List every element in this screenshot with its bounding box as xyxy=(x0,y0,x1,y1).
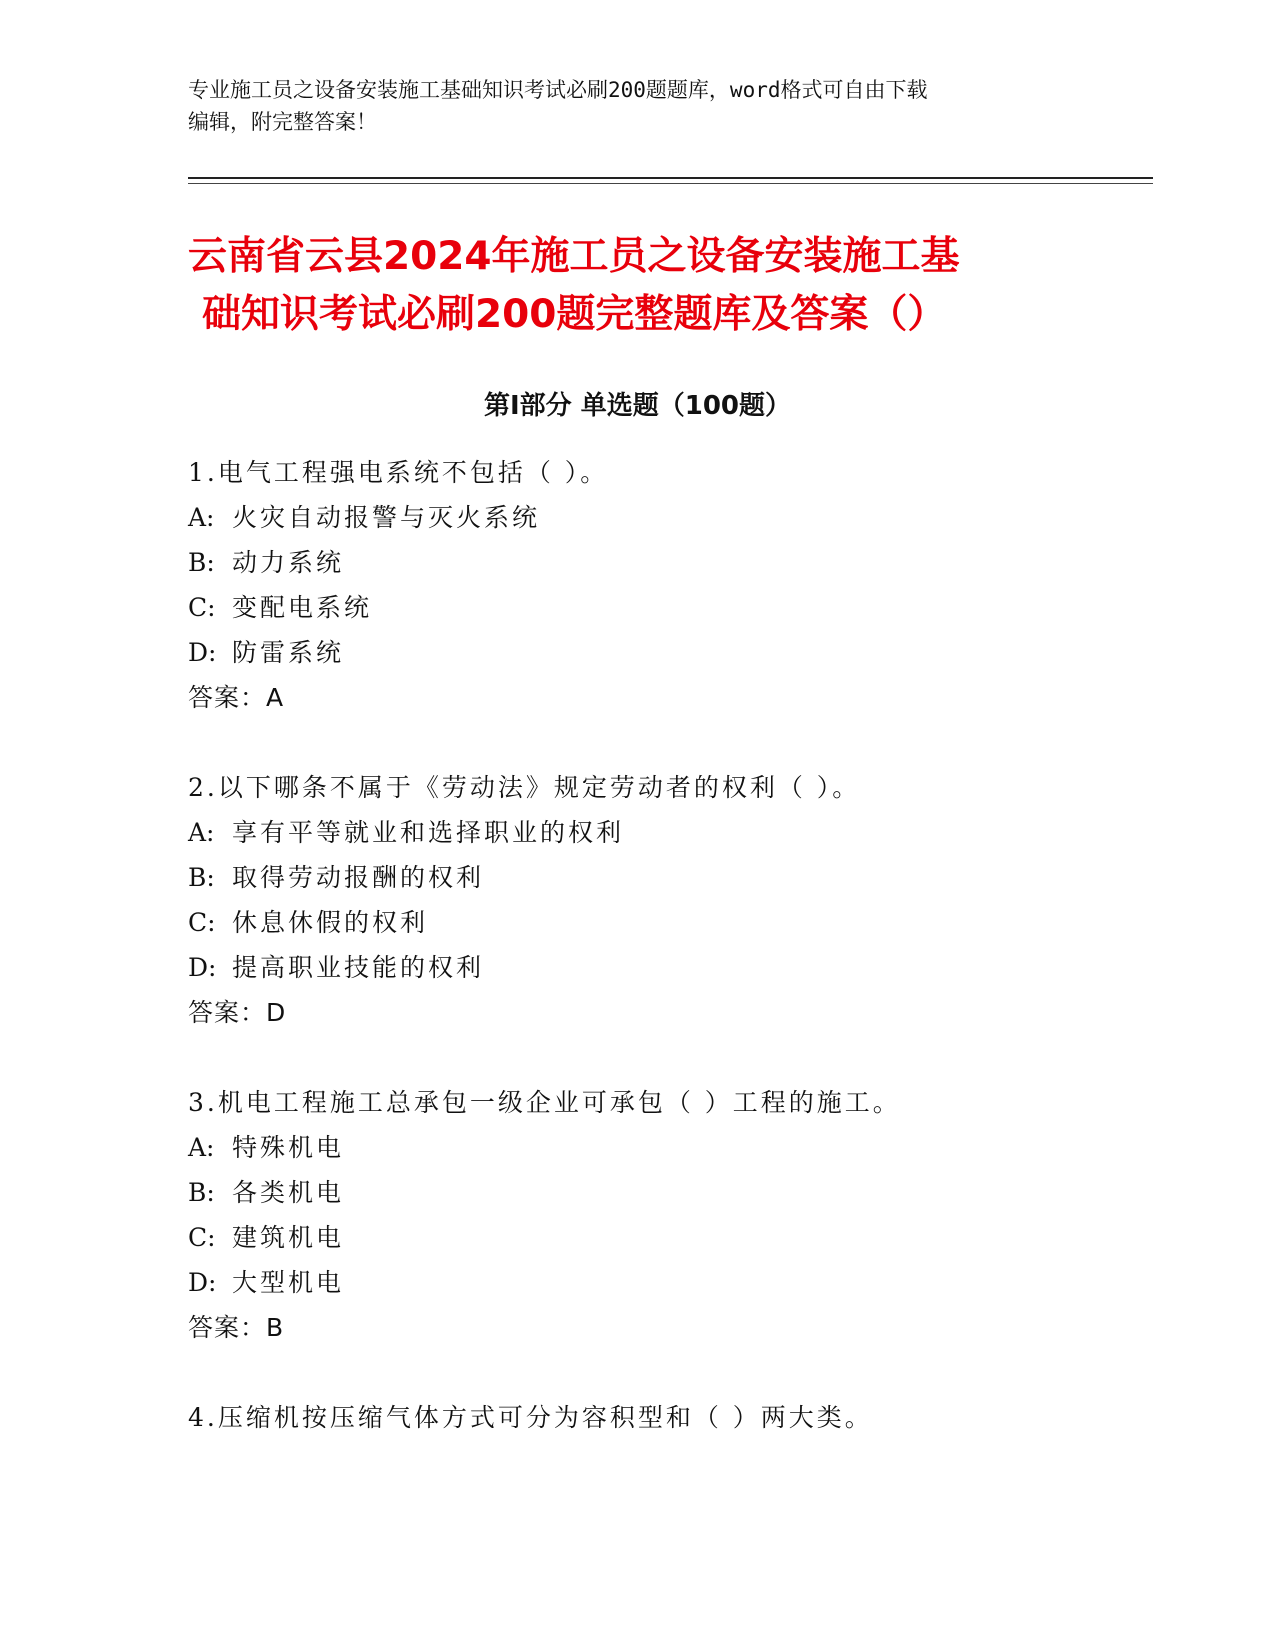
option-letter: D: xyxy=(188,953,217,982)
question-text: 4.压缩机按压缩气体方式可分为容积型和（ ）两大类。 xyxy=(188,1403,873,1432)
question-3 xyxy=(188,1080,1148,1350)
question-text: 3.机电工程施工总承包一级企业可承包（ ）工程的施工。 xyxy=(188,1088,901,1117)
option-letter: C: xyxy=(188,593,216,622)
option-text: 建筑机电 xyxy=(232,1223,345,1252)
option-c xyxy=(188,1215,1148,1260)
option-letter: B: xyxy=(188,1178,215,1207)
option-text: 提高职业技能的权利 xyxy=(232,953,485,982)
option-c xyxy=(188,585,1148,630)
option-text: 大型机电 xyxy=(232,1268,345,1297)
option-letter: A: xyxy=(188,503,215,532)
question-4 xyxy=(188,1395,1148,1440)
option-text: 享有平等就业和选择职业的权利 xyxy=(232,818,625,847)
option-a xyxy=(188,1125,1148,1170)
answer: 答案：A xyxy=(188,683,285,712)
option-a xyxy=(188,495,1148,540)
question-2 xyxy=(188,765,1148,1035)
option-letter: B: xyxy=(188,548,215,577)
option-text: 火灾自动报警与灭火系统 xyxy=(232,503,541,532)
question-text: 2.以下哪条不属于《劳动法》规定劳动者的权利（ ）。 xyxy=(188,773,861,802)
option-text: 防雷系统 xyxy=(232,638,345,667)
option-letter: D: xyxy=(188,638,217,667)
header-divider-thin xyxy=(188,183,1153,184)
document-title xyxy=(188,228,1098,344)
option-letter: A: xyxy=(188,1133,215,1162)
header-note xyxy=(188,74,1088,138)
answer: 答案：D xyxy=(188,998,287,1027)
document-title-line-2: 础知识考试必刷200题完整题库及答案（） xyxy=(202,292,947,337)
answer: 答案：B xyxy=(188,1313,285,1342)
question-text: 1.电气工程强电系统不包括（ ）。 xyxy=(188,458,609,487)
header-note-line-1: 专业施工员之设备安装施工基础知识考试必刷200题题库，word格式可自由下载 xyxy=(188,78,928,102)
option-d xyxy=(188,945,1148,990)
header-divider-thick xyxy=(188,177,1153,179)
option-a xyxy=(188,810,1148,855)
option-b xyxy=(188,855,1148,900)
option-text: 特殊机电 xyxy=(232,1133,345,1162)
option-b xyxy=(188,540,1148,585)
option-letter: D: xyxy=(188,1268,217,1297)
option-text: 休息休假的权利 xyxy=(232,908,429,937)
option-text: 动力系统 xyxy=(232,548,345,577)
option-d xyxy=(188,1260,1148,1305)
option-text: 变配电系统 xyxy=(232,593,373,622)
header-note-line-2: 编辑，附完整答案！ xyxy=(188,110,377,134)
document-title-line-1: 云南省云县2024年施工员之设备安装施工基 xyxy=(188,234,960,279)
section-heading: 第Ⅰ部分 单选题（100题） xyxy=(484,391,791,421)
option-text: 取得劳动报酬的权利 xyxy=(232,863,485,892)
question-1 xyxy=(188,450,1148,720)
option-c xyxy=(188,900,1148,945)
option-b xyxy=(188,1170,1148,1215)
option-letter: C: xyxy=(188,908,216,937)
option-d xyxy=(188,630,1148,675)
option-letter: B: xyxy=(188,863,215,892)
option-letter: A: xyxy=(188,818,215,847)
option-letter: C: xyxy=(188,1223,216,1252)
option-text: 各类机电 xyxy=(232,1178,345,1207)
